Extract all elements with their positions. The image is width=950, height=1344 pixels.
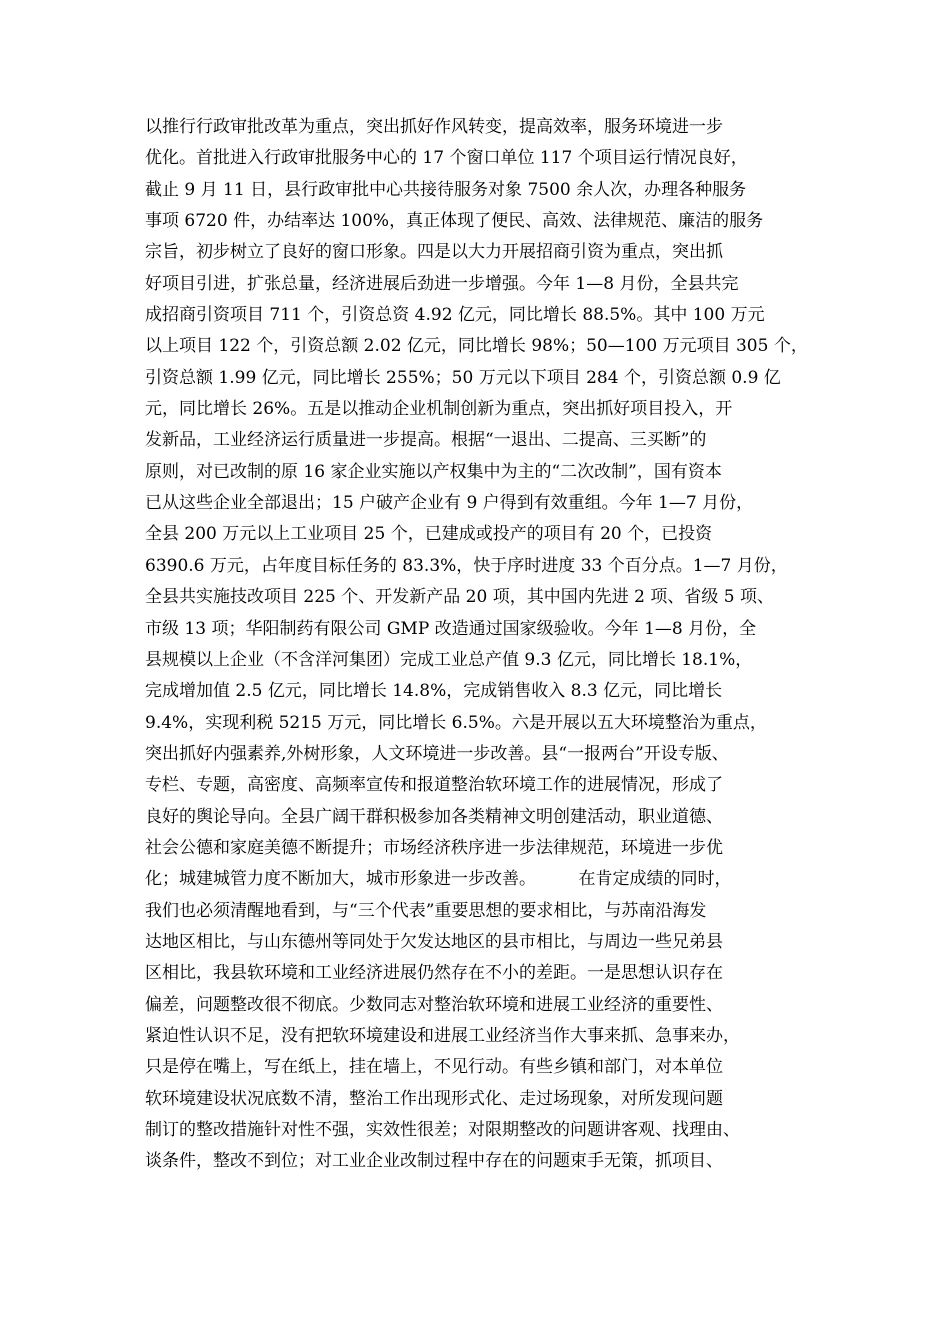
text-line: 发新品，工业经济运行质量进一步提高。根据“一退出、二提高、三买断”的 (145, 430, 707, 451)
text-line: 以推行行政审批改革为重点，突出抓好作风转变，提高效率，服务环境进一步 (145, 117, 723, 137)
text-line: 以上项目 122 个，引资总额 2.02 亿元，同比增长 98%；50—100 万元项目 305 个， (145, 336, 808, 357)
text-line: 化；城建城管力度不断加大，城市形象进一步改善。 在肯定成绩的同时， (145, 869, 732, 890)
text-line: 软环境建设状况底数不清，整治工作出现形式化、走过场现象，对所发现问题 (145, 1088, 723, 1109)
text-line: 原则，对已改制的原 16 家企业实施以产权集中为主的“二次改制”，国有资本 (145, 461, 722, 482)
text-line: 全县 200 万元以上工业项目 25 个，已建成或投产的项目有 20 个，已投资 (145, 524, 713, 545)
text-line: 事项 6720 件，办结率达 100%，真正体现了便民、高效、法律规范、廉洁的服务 (145, 211, 764, 232)
text-line: 好项目引进，扩张总量，经济进展后劲进一步增强。今年 1—8 月份，全县共完 (145, 273, 739, 294)
text-line: 制订的整改措施针对性不强，实效性很差；对限期整改的问题讲客观、找理由、 (145, 1120, 740, 1140)
text-line: 9.4%，实现利税 5215 万元，同比增长 6.5%。六是开展以五大环境整治为重点， (145, 712, 767, 733)
text-line: 县规模以上企业（不含洋河集团）完成工业总产值 9.3 亿元，同比增长 18.1%， (145, 649, 753, 670)
text-line: 引资总额 1.99 亿元，同比增长 255%；50 万元以下项目 284 个，引资总额 0.9 亿 (145, 367, 781, 388)
text-line: 截止 9 月 11 日，县行政审批中心共接待服务对象 7500 余人次，办理各种服务 (145, 179, 747, 200)
text-line: 专栏、专题，高密度、高频率宣传和报道整治软环境工作的进展情况，形成了 (145, 775, 723, 796)
text-line: 突出抓好内强素养,外树形象，人文环境进一步改善。县“一报两台”开设专版、 (145, 743, 729, 764)
text-line: 完成增加值 2.5 亿元，同比增长 14.8%，完成销售收入 8.3 亿元，同比增长 (145, 681, 723, 702)
text-line: 区相比，我县软环境和工业经济进展仍然存在不小的差距。一是思想认识存在 (145, 963, 723, 984)
text-line: 社会公德和家庭美德不断提升；市场经济秩序进一步法律规范，环境进一步优 (145, 837, 723, 858)
text-line: 只是停在嘴上，写在纸上，挂在墙上，不见行动。有些乡镇和部门，对本单位 (145, 1057, 723, 1078)
text-line: 谈条件，整改不到位；对工业企业改制过程中存在的问题束手无策，抓项目、 (145, 1151, 723, 1172)
text-line: 已从这些企业全部退出；15 户破产企业有 9 户得到有效重组。今年 1—7 月份， (145, 493, 754, 514)
text-line: 宗旨，初步树立了良好的窗口形象。四是以大力开展招商引资为重点，突出抓 (145, 242, 723, 263)
text-line: 全县共实施技改项目 225 个、开发新产品 20 项，其中国内先进 2 项、省级 5 项、 (145, 587, 774, 608)
text-line: 达地区相比，与山东德州等同处于欠发达地区的县市相比，与周边一些兄弟县 (145, 931, 723, 952)
text-line: 偏差，问题整改很不彻底。少数同志对整治软环境和进展工业经济的重要性、 (145, 994, 723, 1015)
text-line: 我们也必须清醒地看到，与“三个代表”重要思想的要求相比，与苏南沿海发 (145, 900, 707, 921)
text-line: 元，同比增长 26%。五是以推动企业机制创新为重点，突出抓好项目投入，开 (145, 399, 733, 420)
text-line: 紧迫性认识不足，没有把软环境建设和进展工业经济当作大事来抓、急事来办， (145, 1025, 740, 1046)
body-text (145, 112, 825, 1178)
text-line: 6390.6 万元，占年度目标任务的 83.3%，快于序时进度 33 个百分点。1—7 月份， (145, 555, 788, 576)
text-line: 良好的舆论导向。全县广阔干群积极参加各类精神文明创建活动，职业道德、 (145, 806, 723, 827)
text-line: 成招商引资项目 711 个，引资总资 4.92 亿元，同比增长 88.5%。其中 100 万元 (145, 305, 765, 326)
text-line: 市级 13 项；华阳制药有限公司 GMP 改造通过国家级验收。今年 1—8 月份，全 (145, 618, 757, 639)
text-line: 优化。首批进入行政审批服务中心的 17 个窗口单位 117 个项目运行情况良好， (145, 148, 748, 169)
